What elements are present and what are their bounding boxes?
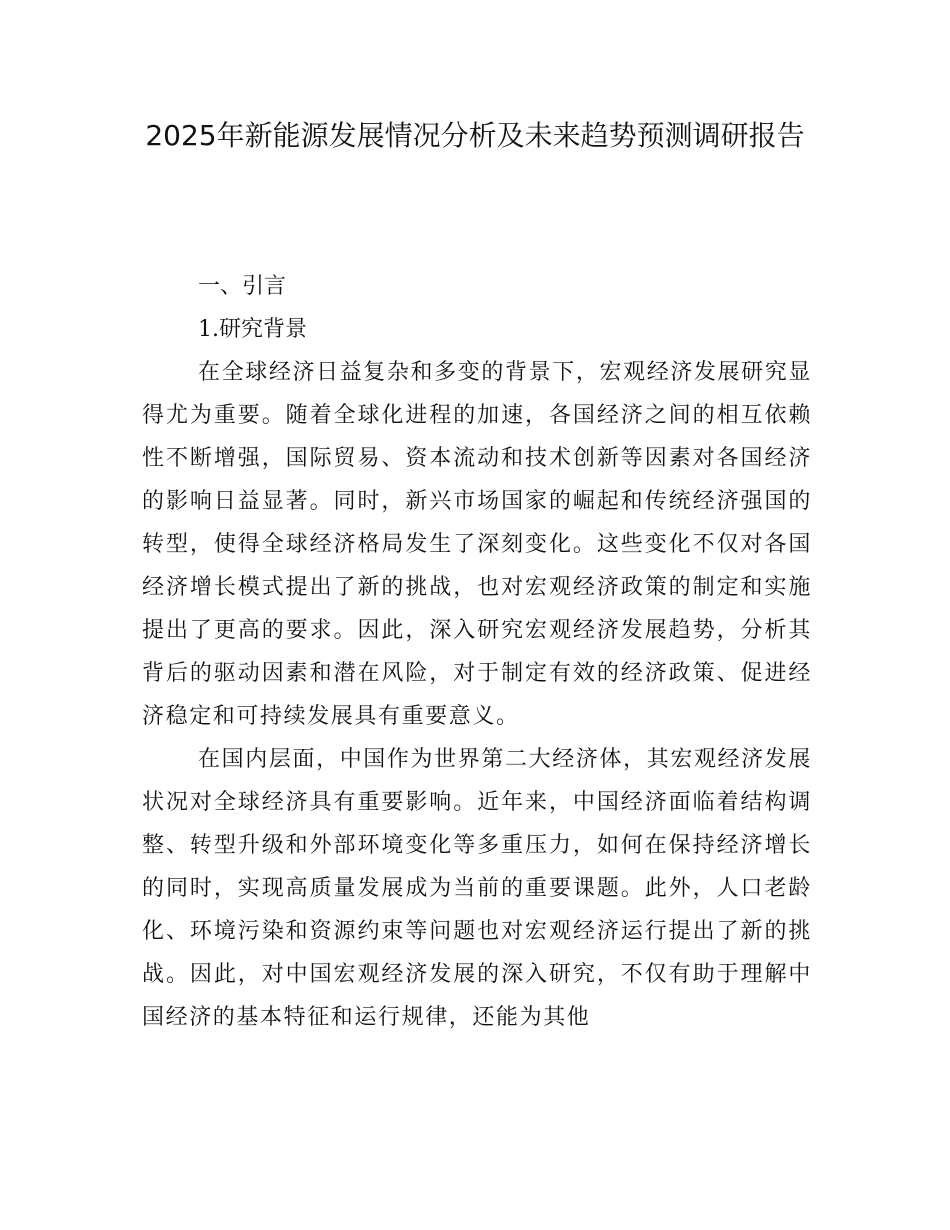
document-body [142,265,812,1039]
subsection-heading: 1.研究背景 [198,317,307,342]
section-heading: 一、引言 [198,274,287,299]
document-title: 2025年新能源发展情况分析及未来趋势预测调研报告 [145,119,805,152]
body-paragraph-1: 在全球经济日益复杂和多变的背景下，宏观经济发展研究显得尤为重要。随着全球化进程的加速，各国经济之间的相互依赖性不断增强，国际贸易、资本流动和技术创新等因素对各国经济的影响日益显著。同时，新兴市场国家的崛起和传统经济强国的转型，使得全球经济格局发生了深刻变化。这些变化不仅对各国经济增长模式提出了新的挑战，也对宏观经济政策的制定和实施提出了更高的要求。因此，深入研究宏观经济发展趋势，分析其背后的驱动因素和潜在风险，对于制定有效的经济政策、促进经济稳定和可持续发展具有重要意义。 [142,360,812,729]
body-paragraph-2: 在国内层面，中国作为世界第二大经济体，其宏观经济发展状况对全球经济具有重要影响。近年来，中国经济面临着结构调整、转型升级和外部环境变化等多重压力，如何在保持经济增长的同时，实现高质量发展成为当前的重要课题。此外，人口老龄化、环境污染和资源约束等问题也对宏观经济运行提出了新的挑战。因此，对中国宏观经济发展的深入研究，不仅有助于理解中国经济的基本特征和运行规律，还能为其他 [142,747,812,1030]
